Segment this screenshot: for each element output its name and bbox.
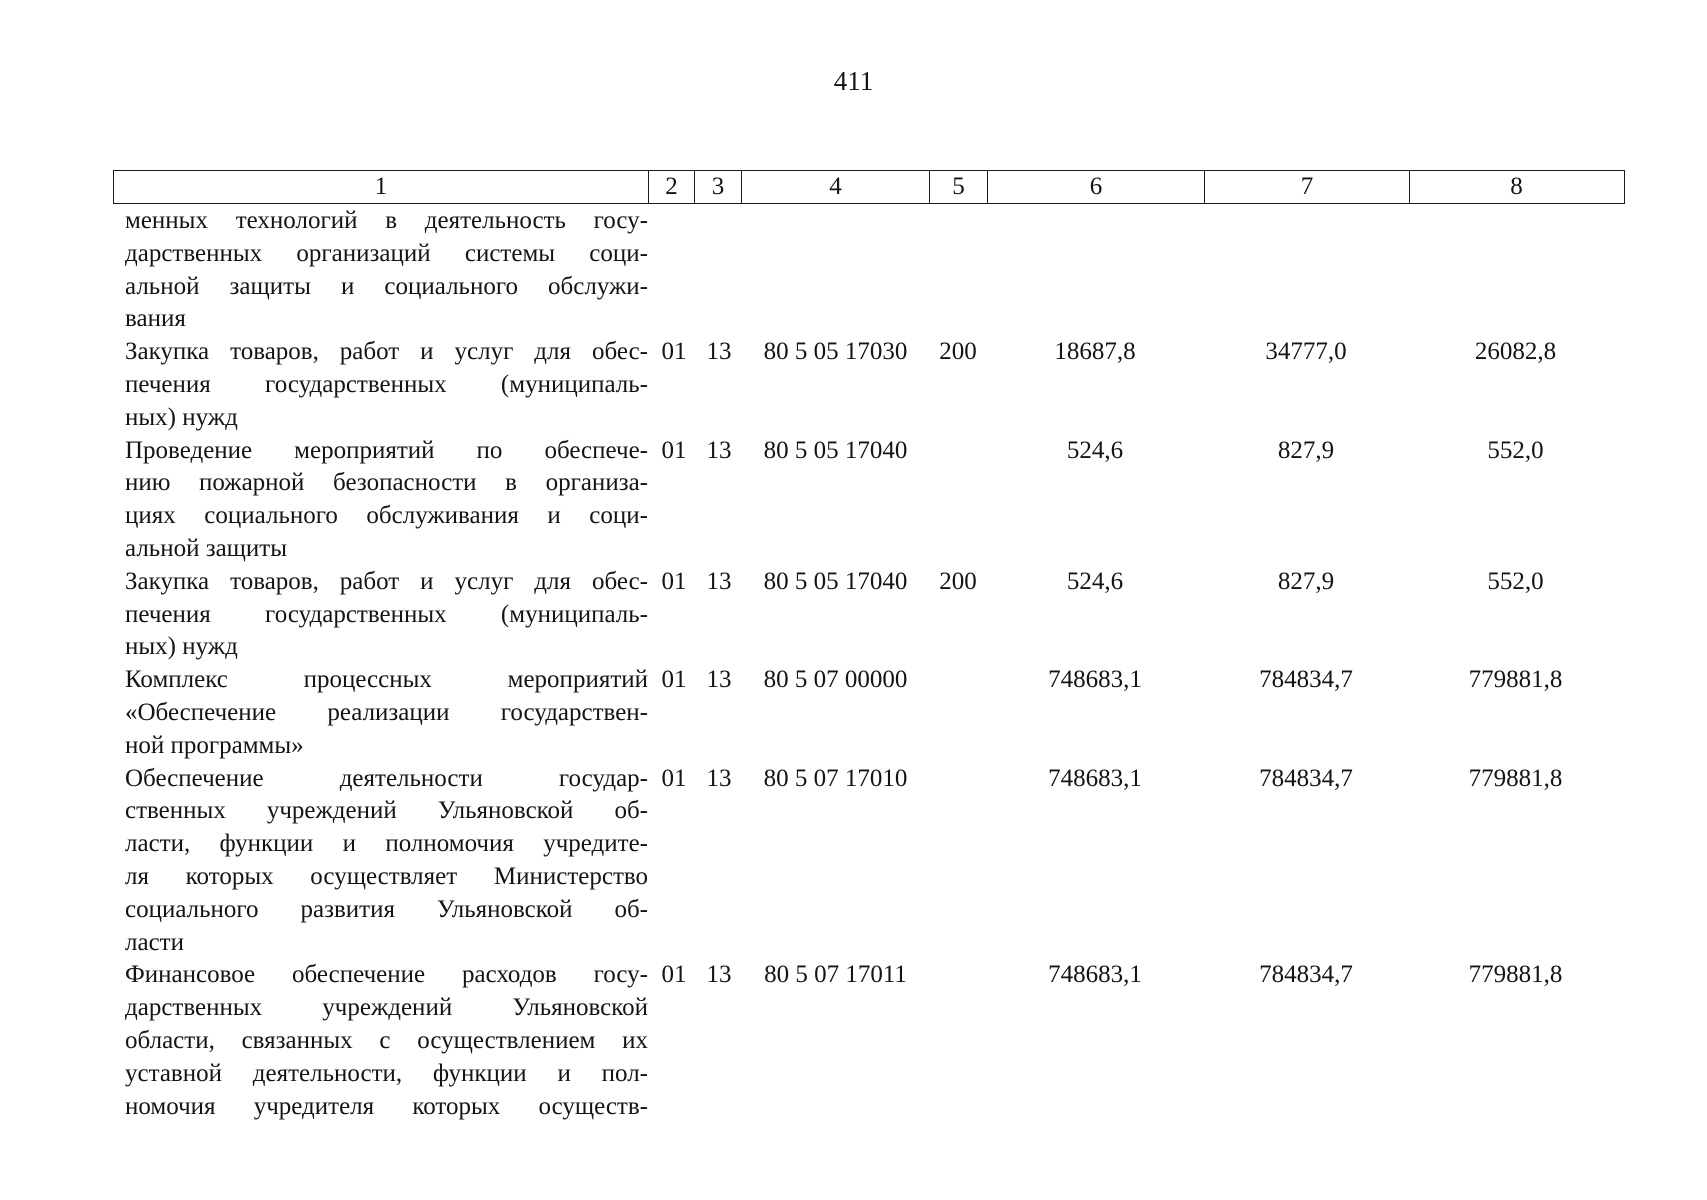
cell-amount-7: 784834,7 bbox=[1259, 764, 1353, 792]
cell-target-code: 80 5 07 17011 bbox=[764, 961, 907, 989]
row-description bbox=[113, 435, 648, 566]
description-line: Закупка товаров, работ и услуг для обес- bbox=[125, 338, 648, 366]
cell-section: 01 bbox=[661, 961, 687, 989]
cell-target-code: 80 5 07 00000 bbox=[763, 666, 908, 694]
description-line: нию пожарной безопасности в организа- bbox=[125, 469, 648, 497]
cell-amount-6: 524,6 bbox=[1066, 436, 1124, 464]
cell-amount-6: 748683,1 bbox=[1048, 961, 1142, 989]
description-line: ных) нужд bbox=[125, 633, 238, 661]
cell-amount-6: 748683,1 bbox=[1048, 666, 1142, 694]
description-line: менных технологий в деятельность госу- bbox=[125, 207, 648, 234]
cell-subsection: 13 bbox=[706, 338, 732, 366]
table-column-header bbox=[113, 170, 1625, 204]
description-line: ной программы» bbox=[125, 731, 304, 759]
column-header-7: 7 bbox=[1205, 171, 1410, 203]
cell-subsection: 13 bbox=[706, 436, 732, 464]
cell-amount-7: 34777,0 bbox=[1265, 338, 1347, 366]
cell-section: 01 bbox=[661, 436, 687, 464]
row-description bbox=[113, 336, 648, 434]
description-line: печения государственных (муниципаль- bbox=[125, 370, 648, 398]
cell-target-code: 80 5 07 17010 bbox=[763, 764, 908, 792]
cell-amount-8: 552,0 bbox=[1487, 567, 1544, 595]
description-line: Проведение мероприятий по обеспече- bbox=[125, 436, 648, 464]
row-description bbox=[113, 566, 648, 664]
column-header-8: 8 bbox=[1510, 173, 1523, 200]
page-number: 411 bbox=[833, 66, 874, 96]
cell-target-code: 80 5 05 17040 bbox=[763, 436, 908, 464]
column-header-2: 2 bbox=[649, 171, 695, 203]
cell-amount-7: 784834,7 bbox=[1259, 666, 1353, 694]
description-line: Закупка товаров, работ и услуг для обес- bbox=[125, 567, 648, 595]
table-row bbox=[113, 566, 1625, 664]
description-line: номочия учредителя которых осуществ- bbox=[125, 1092, 648, 1120]
row-description bbox=[113, 763, 648, 960]
cell-amount-8: 779881,8 bbox=[1468, 961, 1563, 989]
column-header-3: 3 bbox=[695, 171, 742, 203]
description-line: альной защиты и социального обслужи- bbox=[125, 272, 648, 300]
cell-expense-type: 200 bbox=[939, 338, 977, 366]
column-header-1: 1 bbox=[114, 171, 649, 203]
description-line: «Обеспечение реализации государствен- bbox=[125, 698, 648, 726]
row-description bbox=[113, 205, 648, 336]
cell-expense-type: 200 bbox=[939, 567, 977, 595]
column-header-6: 6 bbox=[988, 171, 1205, 203]
cell-section: 01 bbox=[661, 567, 687, 595]
description-line: уставной деятельности, функции и пол- bbox=[125, 1059, 648, 1087]
description-line: ных) нужд bbox=[125, 403, 238, 431]
column-header-4: 4 bbox=[742, 171, 930, 203]
cell-section: 01 bbox=[661, 338, 687, 366]
description-line: циях социального обслуживания и соци- bbox=[125, 502, 648, 530]
cell-amount-8: 779881,8 bbox=[1468, 764, 1563, 792]
cell-section: 01 bbox=[661, 764, 687, 792]
cell-subsection: 13 bbox=[706, 764, 732, 792]
cell-amount-6: 748683,1 bbox=[1048, 764, 1142, 792]
description-line: Финансовое обеспечение расходов госу- bbox=[125, 961, 648, 989]
description-line: вания bbox=[125, 305, 186, 333]
table-row bbox=[113, 763, 1625, 960]
description-line: печения государственных (муниципаль- bbox=[125, 600, 648, 628]
description-line: ля которых осуществляет Министерство bbox=[125, 862, 648, 890]
description-line: дарственных учреждений Ульяновской bbox=[125, 994, 648, 1022]
description-line: альной защиты bbox=[125, 534, 288, 562]
cell-subsection: 13 bbox=[706, 961, 732, 989]
description-line: дарственных организаций системы соци- bbox=[125, 239, 648, 267]
cell-amount-6: 18687,8 bbox=[1054, 338, 1136, 366]
description-line: ственных учреждений Ульяновской об- bbox=[125, 797, 648, 825]
cell-amount-7: 827,9 bbox=[1277, 436, 1335, 464]
description-line: социального развития Ульяновской об- bbox=[125, 895, 648, 923]
description-line: ласти bbox=[125, 928, 184, 956]
description-line: области, связанных с осуществлением их bbox=[125, 1026, 648, 1054]
table-row bbox=[113, 336, 1625, 434]
cell-subsection: 13 bbox=[706, 666, 732, 694]
cell-target-code: 80 5 05 17030 bbox=[763, 338, 908, 366]
description-line: Обеспечение деятельности государ- bbox=[125, 764, 648, 792]
description-line: Комплекс процессных мероприятий bbox=[125, 666, 648, 694]
cell-amount-6: 524,6 bbox=[1066, 567, 1124, 595]
cell-amount-8: 26082,8 bbox=[1474, 338, 1557, 366]
column-header-5: 5 bbox=[930, 171, 988, 203]
cell-section: 01 bbox=[661, 666, 687, 694]
cell-subsection: 13 bbox=[706, 567, 732, 595]
cell-target-code: 80 5 05 17040 bbox=[763, 567, 908, 595]
table-row bbox=[113, 205, 1625, 336]
table-body bbox=[113, 205, 1625, 1123]
cell-amount-7: 827,9 bbox=[1277, 567, 1335, 595]
cell-amount-8: 779881,8 bbox=[1468, 666, 1563, 694]
cell-amount-7: 784834,7 bbox=[1259, 961, 1353, 989]
table-row bbox=[113, 959, 1625, 1123]
table-row bbox=[113, 664, 1625, 762]
row-description bbox=[113, 959, 648, 1123]
row-description bbox=[113, 664, 648, 762]
cell-amount-8: 552,0 bbox=[1487, 436, 1544, 464]
table-row bbox=[113, 435, 1625, 566]
description-line: ласти, функции и полномочия учредите- bbox=[125, 830, 648, 858]
